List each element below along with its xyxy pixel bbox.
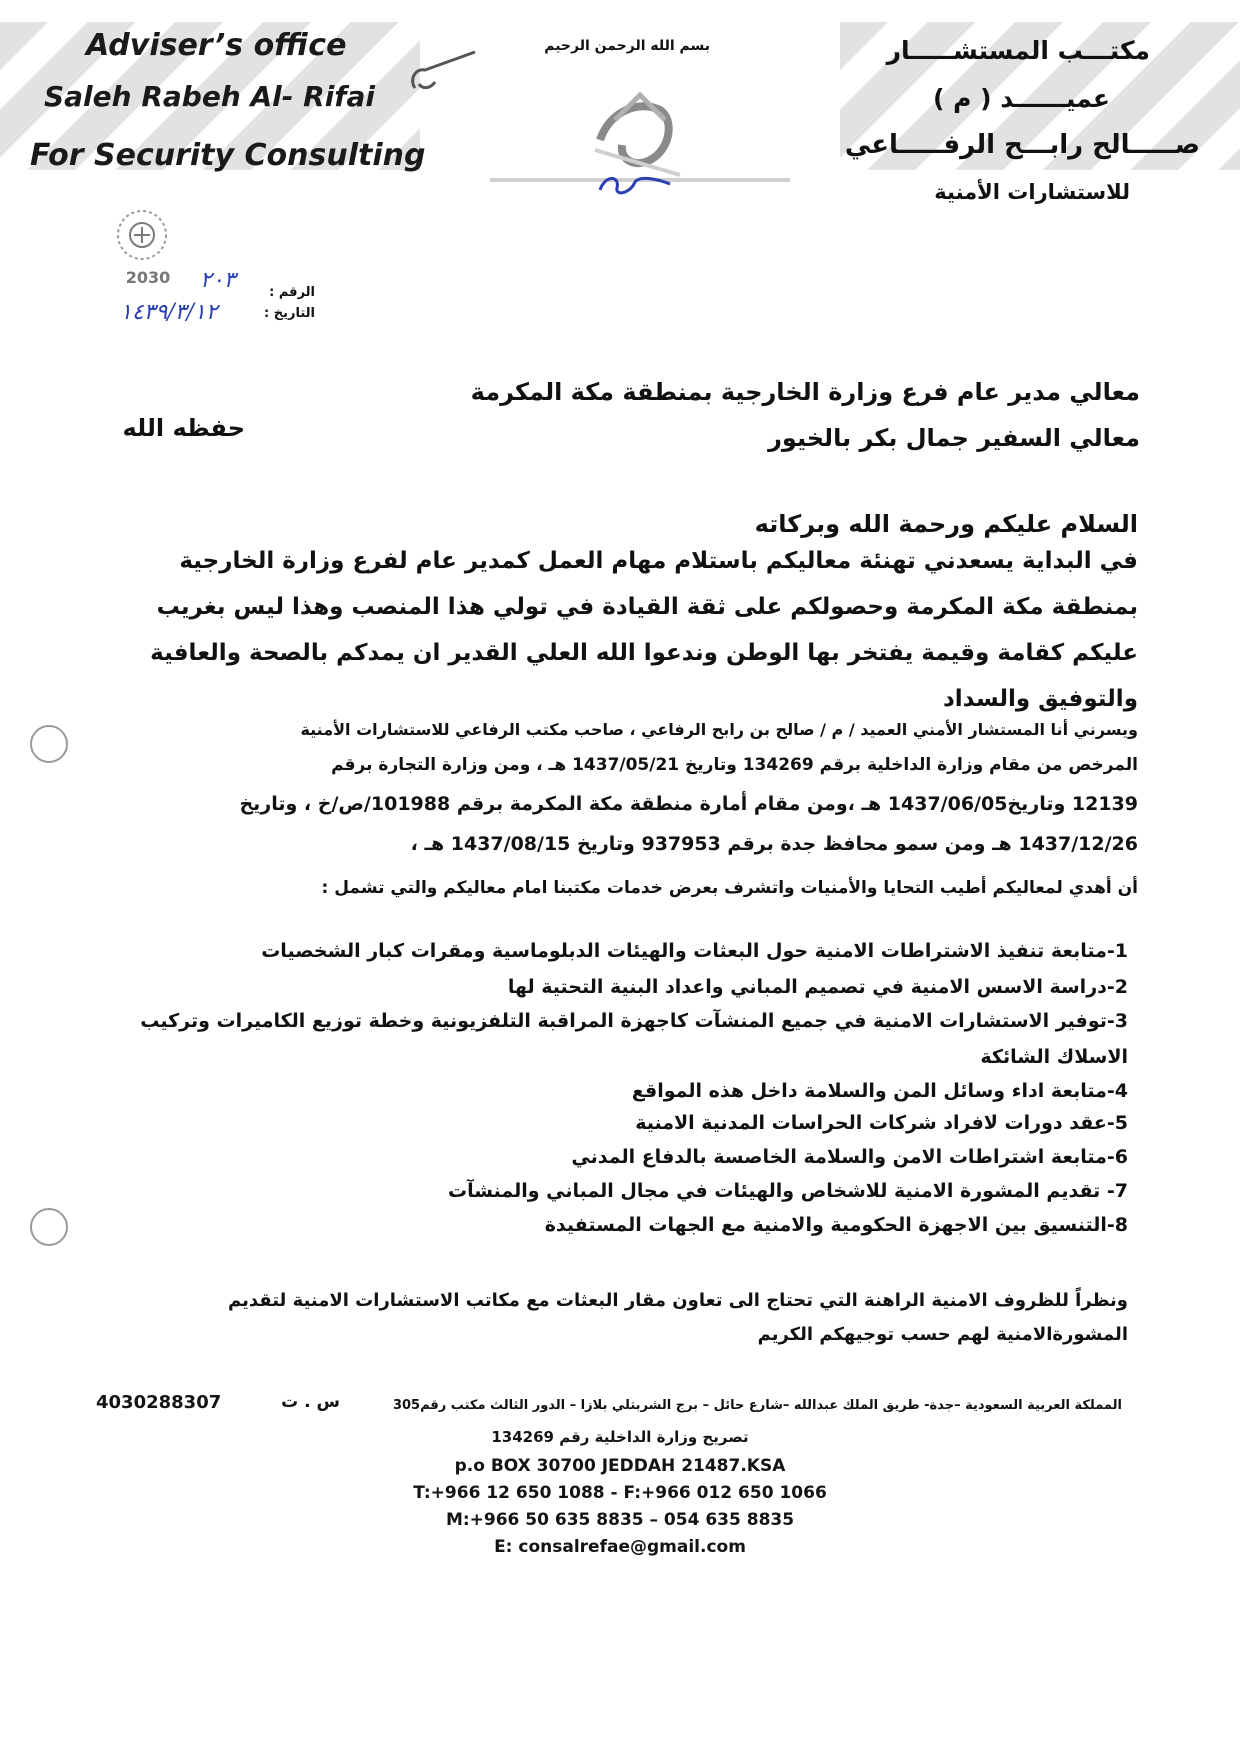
- service-item-7: 7- تقديم المشورة الامنية للاشخاص والهيئات في مجال المباني والمنشآت: [448, 1180, 1128, 1202]
- footer-mobile: M:+966 50 635 8835 – 054 635 8835: [445, 1510, 795, 1530]
- para2-line2: المرخص من مقام وزارة الداخلية برقم 134269 وتاريخ 1437/05/21 هـ ، ومن وزارة التجارة برقم: [331, 755, 1138, 775]
- para1-line3: عليكم كقامة وقيمة يفتخر بها الوطن وندعوا الله العلي القدير ان يمدكم بالصحة والعافية: [150, 640, 1138, 666]
- vision-emblem-icon: [112, 205, 172, 265]
- service-item-6: 6-متابعة اشتراطات الامن والسلامة الخاصسة بالدفاع المدني: [571, 1146, 1128, 1168]
- greeting: السلام عليكم ورحمة الله وبركاته: [754, 510, 1138, 538]
- header-ar-line1: مكتـــب المستشـــــار: [886, 36, 1150, 65]
- handwritten-date: ١٤٣٩/٣/١٢: [120, 300, 218, 325]
- paperclip-icon: [405, 40, 485, 100]
- footer-cr-label: س . ت: [281, 1392, 340, 1412]
- handwritten-ref: ٢٠٣: [200, 268, 236, 293]
- service-item-1: 1-متابعة تنفيذ الاشتراطات الامنية حول البعثات والهيئات الدبلوماسية ومقرات كبار الشخصيات: [261, 940, 1128, 962]
- service-item-5: 5-عقد دورات لافراد شركات الحراسات المدنية الامنية: [635, 1112, 1128, 1134]
- header-en-line3: For Security Consulting: [30, 138, 426, 173]
- para2-line4: 1437/12/26 هـ ومن سمو محافظ جدة برقم 937953 وتاريخ 1437/08/15 هـ ،: [410, 833, 1138, 855]
- service-item-4: 4-متابعة اداء وسائل المن والسلامة داخل هذه المواقع: [631, 1080, 1128, 1102]
- para1-line1: في البداية يسعدني تهنئة معاليكم باستلام مهام العمل كمدير عام لفرع وزارة الخارجية: [179, 548, 1138, 574]
- footer-address: المملكة العربية السعودية –جدة- طريق الملك عبدالله –شارع حائل – برج الشربتلي بلازا – الدور الثالث مكتب رقم305: [392, 1398, 1122, 1413]
- service-item-3: 3-توفير الاستشارات الامنية في جميع المنشآت كاجهزة المراقبة التلفزيونية وخطة توزيع الكاميرات وتركيب: [140, 1010, 1128, 1032]
- para1-line2: بمنطقة مكة المكرمة وحصولكم على ثقة القيادة في تولي هذا المنصب وهذا ليس بغريب: [156, 594, 1138, 620]
- para1-line4: والتوفيق والسداد: [942, 686, 1138, 712]
- header-ar-line4: للاستشارات الأمنية: [934, 180, 1130, 204]
- footer-cr-number: 4030288307: [96, 1392, 222, 1413]
- para2-line3: 12139 وتاريخ1437/06/05 هـ ،ومن مقام أمارة منطقة مكة المكرمة برقم 101988/ص/خ ، وتاريخ: [239, 793, 1138, 815]
- service-item-8: 8-التنسيق بين الاجهزة الحكومية والامنية مع الجهات المستفيدة: [544, 1214, 1128, 1236]
- addressee-line1: معالي مدير عام فرع وزارة الخارجية بمنطقة مكة المكرمة: [470, 378, 1140, 406]
- basmala: بسم الله الرحمن الرحيم: [544, 38, 710, 54]
- vision-2030-label: 2030: [125, 268, 171, 287]
- service-item-2: 2-دراسة الاسس الامنية في تصميم المباني واعداد البنية التحتية لها: [507, 976, 1128, 998]
- office-logo: [580, 80, 700, 180]
- header-ar-line2: عميــــــد ( م ): [932, 84, 1110, 113]
- header-en-line2: Saleh Rabeh Al- Rifai: [44, 80, 375, 113]
- footer-phones: T:+966 12 650 1088 - F:+966 012 650 1066: [413, 1483, 827, 1503]
- ref-label: الرقم :: [269, 285, 315, 300]
- closing-line2: المشورةالامنية لهم حسب توجيهكم الكريم: [757, 1324, 1128, 1345]
- header-ar-line3: صـــــالح رابـــح الرفـــــاعي: [844, 130, 1200, 160]
- date-label: التاريخ :: [264, 306, 315, 321]
- footer-email: E: consalrefae@gmail.com: [494, 1537, 746, 1557]
- header-en-line1: Adviser’s office: [86, 28, 347, 63]
- footer-po-box: p.o BOX 30700 JEDDAH 21487.KSA: [454, 1456, 786, 1476]
- footer-permit: تصريح وزارة الداخلية رقم 134269: [491, 1428, 749, 1446]
- punch-hole-top: [30, 725, 68, 763]
- closing-line1: ونظراً للظروف الامنية الراهنة التي تحتاج الى تعاون مقار البعثات مع مكاتب الاستشارات الامنية لتقديم: [227, 1290, 1128, 1311]
- signature-mark: [595, 170, 675, 200]
- honorific: حفظه الله: [122, 414, 245, 442]
- services-intro: أن أهدي لمعاليكم أطيب التحايا والأمنيات واتشرف بعرض خدمات مكتبنا امام معاليكم والتي تشمل :: [321, 878, 1138, 898]
- para2-line1: ويسرني أنا المستشار الأمني العميد / م / صالح بن رابح الرفاعي ، صاحب مكتب الرفاعي للاستشارات الأمنية: [300, 720, 1138, 739]
- punch-hole-bottom: [30, 1208, 68, 1246]
- addressee-line2: معالي السفير جمال بكر بالخيور: [768, 424, 1140, 452]
- service-item-3-cont: الاسلاك الشائكة: [980, 1046, 1128, 1068]
